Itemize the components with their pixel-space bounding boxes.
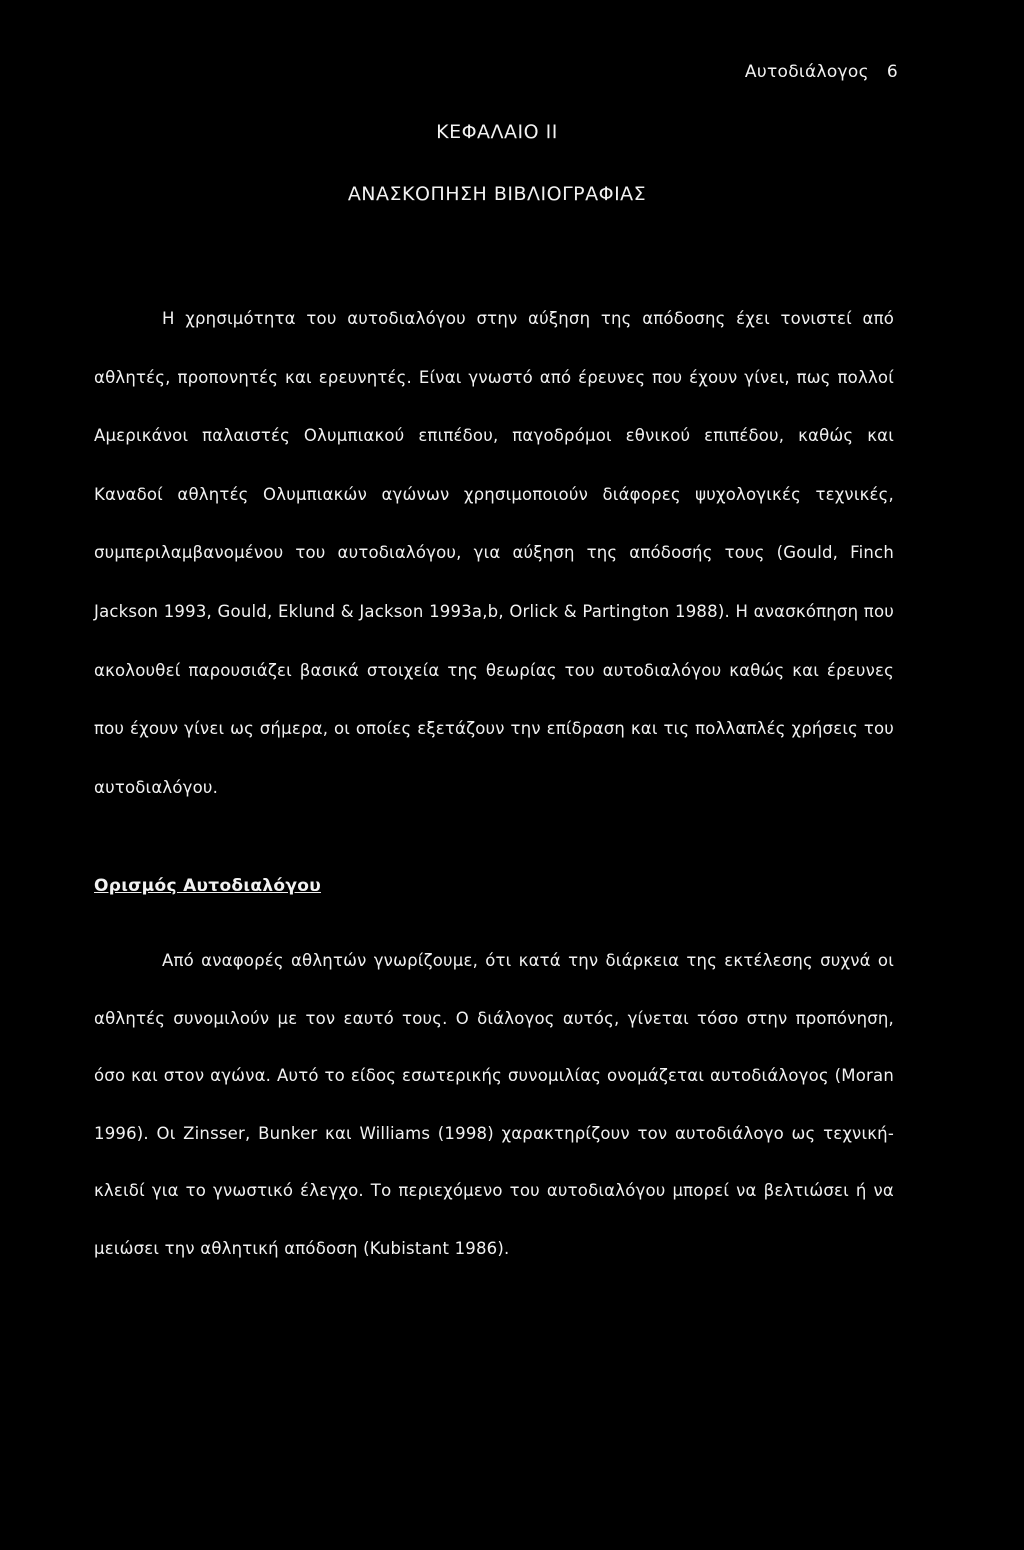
running-title: Αυτοδιάλογος: [744, 62, 869, 82]
running-header: [745, 62, 898, 82]
definition-paragraph: Από αναφορές αθλητών γνωρίζουμε, ότι κατά την διάρκεια της εκτέλεσης συχνά οι αθλητές συνομιλούν με τον εαυτό τους. Ο διάλογος αυτός, γίνεται τόσο στην προπόνηση, όσο και στον αγώνα. Αυτό το είδος εσωτερικής συνομιλίας ονομάζεται αυτοδιάλογος (Moran 1996). Οι Zinsser, Bunker και Williams (1998) χαρακτηρίζουν τον αυτοδιάλογο ως τεχνική-κλειδί για το γνωστικό έλεγχο. Το περιεχόμενο του αυτοδιαλόγου μπορεί να βελτιώσει ή να μειώσει την αθλητική απόδοση (Kubistant 1986).: [94, 951, 894, 1258]
chapter-label: ΚΕΦΑΛΑΙΟ ΙΙ: [436, 121, 558, 143]
page-number: 6: [886, 62, 898, 82]
intro-paragraph: Η χρησιμότητα του αυτοδιαλόγου στην αύξηση της απόδοσης έχει τονιστεί από αθλητές, προπονητές και ερευνητές. Είναι γνωστό από έρευνες που έχουν γίνει, πως πολλοί Αμερικάνοι παλαιστές Ολυμπιακού επιπέδου, παγοδρόμοι εθνικού επιπέδου, καθώς και Καναδοί αθλητές Ολυμπιακών αγώνων χρησιμοποιούν διάφορες ψυχολογικές τεχνικές, συμπεριλαμβανομένου του αυτοδιαλόγου, για αύξηση της απόδοσής τους (Gould, Finch Jackson 1993, Gould, Eklund & Jackson 1993a,b, Orlick & Partington 1988). Η ανασκόπηση που ακολουθεί παρουσιάζει βασικά στοιχεία της θεωρίας του αυτοδιαλόγου καθώς και έρευνες που έχουν γίνει ως σήμερα, οι οποίες εξετάζουν την επίδραση και τις πολλαπλές χρήσεις του αυτοδιαλόγου.: [94, 309, 894, 797]
section-heading: Ορισμός Αυτοδιαλόγου: [94, 876, 321, 896]
chapter-title: ΑΝΑΣΚΟΠΗΣΗ ΒΙΒΛΙΟΓΡΑΦΙΑΣ: [347, 183, 647, 205]
